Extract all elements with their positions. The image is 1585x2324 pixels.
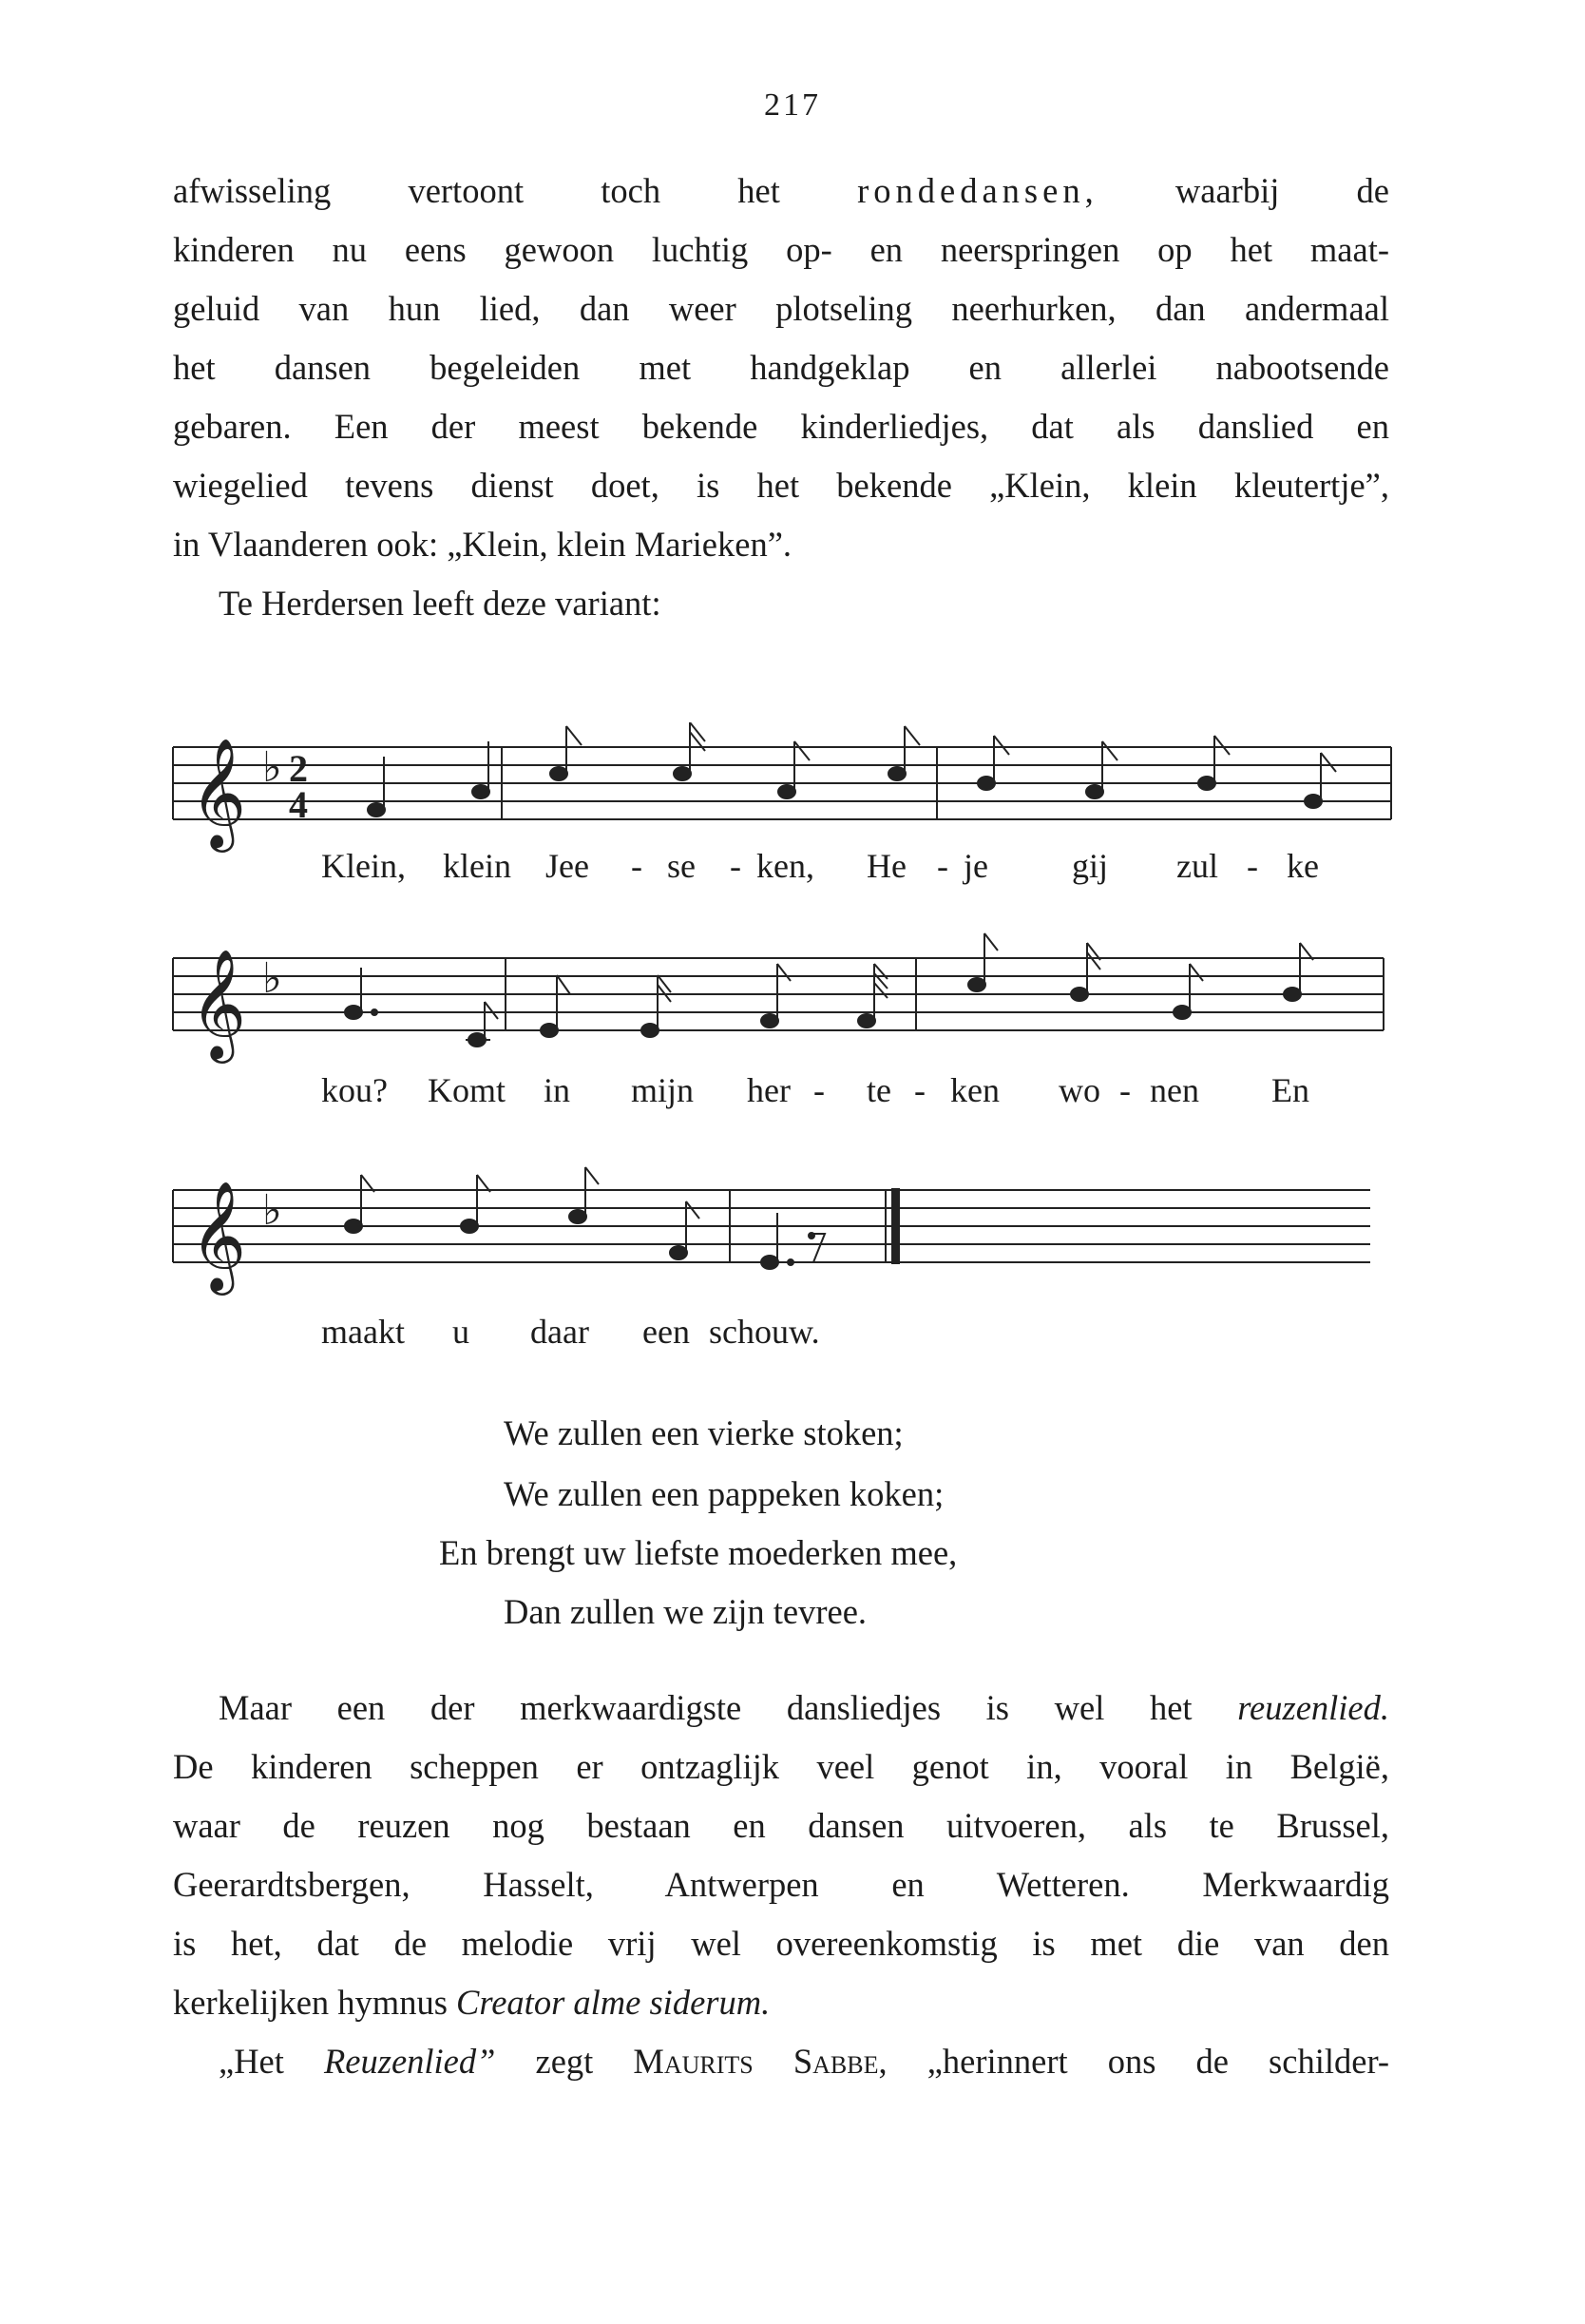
treble-clef-icon: 𝄞 <box>190 737 247 848</box>
note-icon <box>761 1213 793 1269</box>
note-icon <box>466 1002 498 1047</box>
lyric-syllable: een <box>642 1313 690 1351</box>
note-icon <box>1174 964 1203 1019</box>
note-icon <box>674 722 705 780</box>
poem-line: We zullen een vierke stoken; <box>504 1413 904 1452</box>
text-line: het dansen begeleiden met handgeklap en allerlei nabootsende <box>173 348 1389 387</box>
text-line: waar de reuzen nog bestaan en dansen uitvoeren, als te Brussel, <box>173 1806 1389 1845</box>
final-barline <box>891 1188 900 1264</box>
note-icon <box>978 736 1009 790</box>
poem-line: Dan zullen we zijn tevree. <box>504 1592 868 1631</box>
text-fragment: „Het <box>219 2042 284 2081</box>
lyric-syllable: ken <box>950 1071 1000 1109</box>
text-line <box>173 1973 1389 2032</box>
text-fragment: waarbij de <box>1174 171 1389 210</box>
lyric-syllable: - <box>631 847 642 885</box>
lyric-syllable: in <box>544 1071 571 1109</box>
poem-line: We zullen een pappeken koken; <box>504 1474 945 1513</box>
text-line: in Vlaanderen ook: „Klein, klein Marieken”. <box>173 525 792 564</box>
music-staff-2 <box>167 922 1395 1065</box>
note-icon <box>888 726 920 780</box>
text-line <box>173 162 1389 221</box>
lyric-syllable: gij <box>1072 847 1109 885</box>
text-fragment: Maar een der merkwaardigste dansliedjes is wel het <box>219 1688 1193 1727</box>
flat-sign-icon: ♭ <box>262 1186 282 1235</box>
lyric-syllable: Jee <box>545 847 589 885</box>
flat-sign-icon: ♭ <box>262 743 282 792</box>
lyric-syllable: En <box>1271 1071 1309 1109</box>
lyric-syllable: schouw. <box>709 1313 820 1351</box>
lyric-syllable: Komt <box>428 1071 506 1109</box>
lyric-syllable: maakt <box>321 1313 405 1351</box>
time-signature-bottom: 4 <box>289 783 308 826</box>
page-number: 217 <box>764 87 821 123</box>
text-fragment: kerkelijken hymnus <box>173 1983 448 2022</box>
lyric-syllable: klein <box>443 847 511 885</box>
flat-sign-icon: ♭ <box>262 954 282 1003</box>
note-icon <box>858 964 888 1028</box>
eighth-rest-icon <box>809 1233 825 1262</box>
note-icon <box>1071 943 1100 1001</box>
music-staff-1 <box>167 722 1395 855</box>
lyric-syllable: - <box>1119 1071 1131 1109</box>
lyric-syllable: ken, <box>756 847 814 885</box>
note-icon <box>550 726 582 780</box>
note-icon <box>461 1175 490 1233</box>
lyric-syllable: - <box>730 847 741 885</box>
note-icon <box>472 741 489 798</box>
note-icon <box>1284 943 1313 1001</box>
lyric-syllable: zul <box>1176 847 1218 885</box>
note-icon <box>1086 741 1117 798</box>
lyrics-line-2 <box>0 1070 1585 1118</box>
note-icon <box>968 933 998 991</box>
spaced-word: rondedansen, <box>857 171 1098 210</box>
text-line <box>173 2032 1389 2091</box>
italic-term: reuzenlied. <box>1237 1688 1389 1727</box>
text-line: wiegelied tevens dienst doet, is het bekende „Klein, klein kleutertje”, <box>173 466 1389 505</box>
text-fragment: zegt <box>535 2042 594 2081</box>
lyric-syllable: te <box>867 1071 891 1109</box>
music-staff-3 <box>167 1158 1395 1300</box>
lyric-syllable: kou? <box>321 1071 388 1109</box>
treble-clef-icon: 𝄞 <box>190 948 247 1059</box>
text-line: is het, dat de melodie vrij wel overeenkomstig is met die van den <box>173 1924 1389 1963</box>
note-icon <box>761 964 791 1028</box>
note-icon <box>569 1167 599 1223</box>
lyric-syllable: - <box>1247 847 1258 885</box>
body-paragraph <box>173 1679 1389 2091</box>
text-line <box>173 1679 1389 1738</box>
treble-clef-icon: 𝄞 <box>190 1180 247 1291</box>
lyric-syllable: her <box>747 1071 791 1109</box>
author-name: Maurits Sabbe, <box>633 2042 888 2081</box>
lyric-syllable: wo <box>1059 1071 1100 1109</box>
lyrics-line-3 <box>0 1312 1585 1359</box>
lyric-syllable: He <box>867 847 907 885</box>
note-icon <box>778 741 810 798</box>
lyric-syllable: u <box>452 1313 469 1351</box>
lyric-syllable: je <box>964 847 988 885</box>
intro-paragraph <box>173 162 1389 633</box>
note-icon <box>1198 736 1230 790</box>
note-icon <box>1305 753 1336 808</box>
italic-title: Reuzenlied” <box>324 2042 496 2081</box>
text-fragment: afwisseling vertoont toch het <box>173 171 780 210</box>
intro-line: Te Herdersen leeft deze variant: <box>219 584 661 623</box>
lyric-syllable: mijn <box>631 1071 695 1109</box>
lyrics-line-1 <box>0 846 1585 893</box>
lyric-syllable: se <box>667 847 696 885</box>
text-line: geluid van hun lied, dan weer plotseling neerhurken, dan andermaal <box>173 289 1389 328</box>
text-line: kinderen nu eens gewoon luchtig op- en neerspringen op het maat- <box>173 230 1389 269</box>
text-line: De kinderen scheppen er ontzaglijk veel genot in, vooral in België, <box>173 1747 1389 1786</box>
time-signature-top: 2 <box>289 747 308 790</box>
lyric-syllable: - <box>937 847 948 885</box>
lyric-syllable: Klein, <box>321 847 406 885</box>
note-icon <box>345 1175 374 1233</box>
text-fragment: „herinnert ons de schilder- <box>926 2042 1390 2081</box>
lyric-syllable: - <box>914 1071 926 1109</box>
lyric-syllable: ke <box>1287 847 1319 885</box>
note-icon <box>641 975 671 1037</box>
note-icon <box>541 975 570 1037</box>
text-line: Geerardtsbergen, Hasselt, Antwerpen en Wetteren. Merkwaardig <box>173 1865 1389 1904</box>
italic-title: Creator alme siderum. <box>456 1983 771 2022</box>
lyric-syllable: - <box>813 1071 825 1109</box>
text-line: gebaren. Een der meest bekende kinderliedjes, dat als danslied en <box>173 407 1389 446</box>
note-icon <box>670 1201 699 1259</box>
lyric-syllable: daar <box>530 1313 589 1351</box>
lyric-syllable: nen <box>1150 1071 1199 1109</box>
poem-line: En brengt uw liefste moederken mee, <box>439 1533 958 1572</box>
